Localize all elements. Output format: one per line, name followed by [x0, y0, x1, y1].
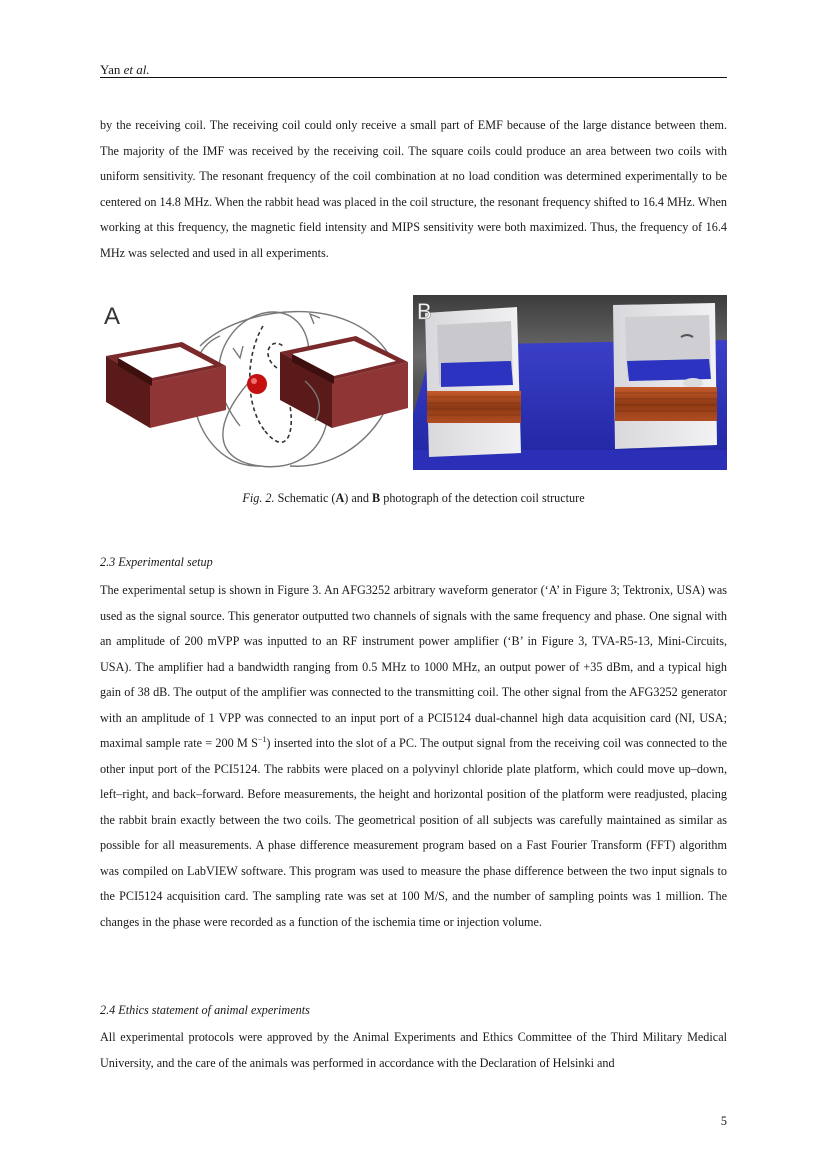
caption-bold-a: A [335, 491, 345, 505]
right-coil-photo [613, 303, 717, 449]
section-heading-ethics-statement: 2.4 Ethics statement of animal experiments [100, 1003, 310, 1017]
caption-part2: ) and [344, 491, 373, 505]
setup-text-after-sup: ) inserted into the slot of a PC. The output signal from the receiving coil was connected to the other input port of the PCI5124. The rabbits were placed on a polyvinyl chloride plate platform, which could move up–down, left–right, and back–forward. Before measurements, the height and horizontal position of the platform were readjusted, placing the rabbit brain exactly between the two coils. The geometrical position of all subjects was carefully maintained as similar as possible for all measurements. A phase difference measurement program based on a Fast Fourier Transform (FFT) algorithm was compiled on LabVIEW software. This program was used to measure the phase difference between the two input signals to the PCI5124 acquisition card. The sampling rate was set at 100 M/S, and the number of sampling points was 1 million. The changes in the phase were recorded as a function of the ischemia time or injection volume. [100, 736, 727, 929]
figure-panel-a [100, 296, 410, 472]
page-number: 5 [720, 1114, 727, 1128]
coil-photograph [413, 295, 727, 470]
transmitting-coil [106, 342, 226, 428]
left-coil-photo [425, 307, 521, 457]
bead-highlight [251, 378, 257, 384]
header-etal: et al. [123, 62, 150, 77]
figure-caption [100, 491, 727, 506]
figure-panel-b [413, 295, 727, 470]
paragraph-experimental-setup [100, 578, 727, 935]
setup-text-before-sup: The experimental setup is shown in Figure 3. An AFG3252 arbitrary waveform generator (‘A’ in Figure 3; Tektronix, USA) was used as the signal source. This generator outputted two channels of signals with the same frequency and phase. One signal with an amplitude of 200 mVPP was inputted to an RF instrument power amplifier (‘B’ in Figure 3, TVA-R5-13, Mini-Circuits, USA). The amplifier had a bandwidth ranging from 0.5 MHz to 1000 MHz, an output power of +35 dBm, and a typical high gain of 38 dB. The output of the amplifier was connected to the transmitting coil. The other signal from the AFG3252 generator with an amplitude of 1 VPP was connected to an input port of a PCI5124 dual-channel high data acquisition card (NI, USA; maximal sample rate = 200 M S [100, 583, 727, 750]
caption-part3: photograph of the detection coil structure [380, 491, 585, 505]
receiving-coil [280, 336, 408, 428]
paragraph-coil-description: by the receiving coil. The receiving coil could only receive a small part of EMF because of the large distance between them. The majority of the IMF was received by the receiving coil. The square coils could produce an area between two coils with uniform sensitivity. The resonant frequency of the coil combination at no load condition was determined experimentally to be centered on 14.8 MHz. When the rabbit head was placed in the coil structure, the resonant frequency shifted to 16.4 MHz. When working at this frequency, the magnetic field intensity and MIPS sensitivity were both maximized. Thus, the frequency of 16.4 MHz was selected and used in all experiments. [100, 118, 728, 260]
caption-bold-b: B [372, 491, 381, 505]
paragraph-ethics-statement: All experimental protocols were approved by the Animal Experiments and Ethics Committee of the Third Military Medical University, and the care of the animals was performed in accordance with the Declaration of Helsinki and [100, 1030, 727, 1070]
setup-superscript: −1 [257, 734, 267, 744]
arrowhead-icon [310, 314, 320, 324]
header-author: Yan [100, 62, 121, 77]
header-rule [100, 77, 727, 78]
caption-prefix: Fig. 2. [242, 491, 275, 505]
caption-part1: Schematic ( [277, 491, 336, 505]
dashed-field-line [265, 406, 291, 442]
panel-a-label: A [104, 303, 121, 330]
rabbit-head-bead [247, 374, 267, 394]
running-header [100, 62, 727, 78]
coil-schematic [100, 296, 410, 472]
section-heading-experimental-setup: 2.3 Experimental setup [100, 555, 213, 569]
arrowhead-icon [233, 346, 243, 358]
panel-b-label: B [417, 299, 432, 324]
